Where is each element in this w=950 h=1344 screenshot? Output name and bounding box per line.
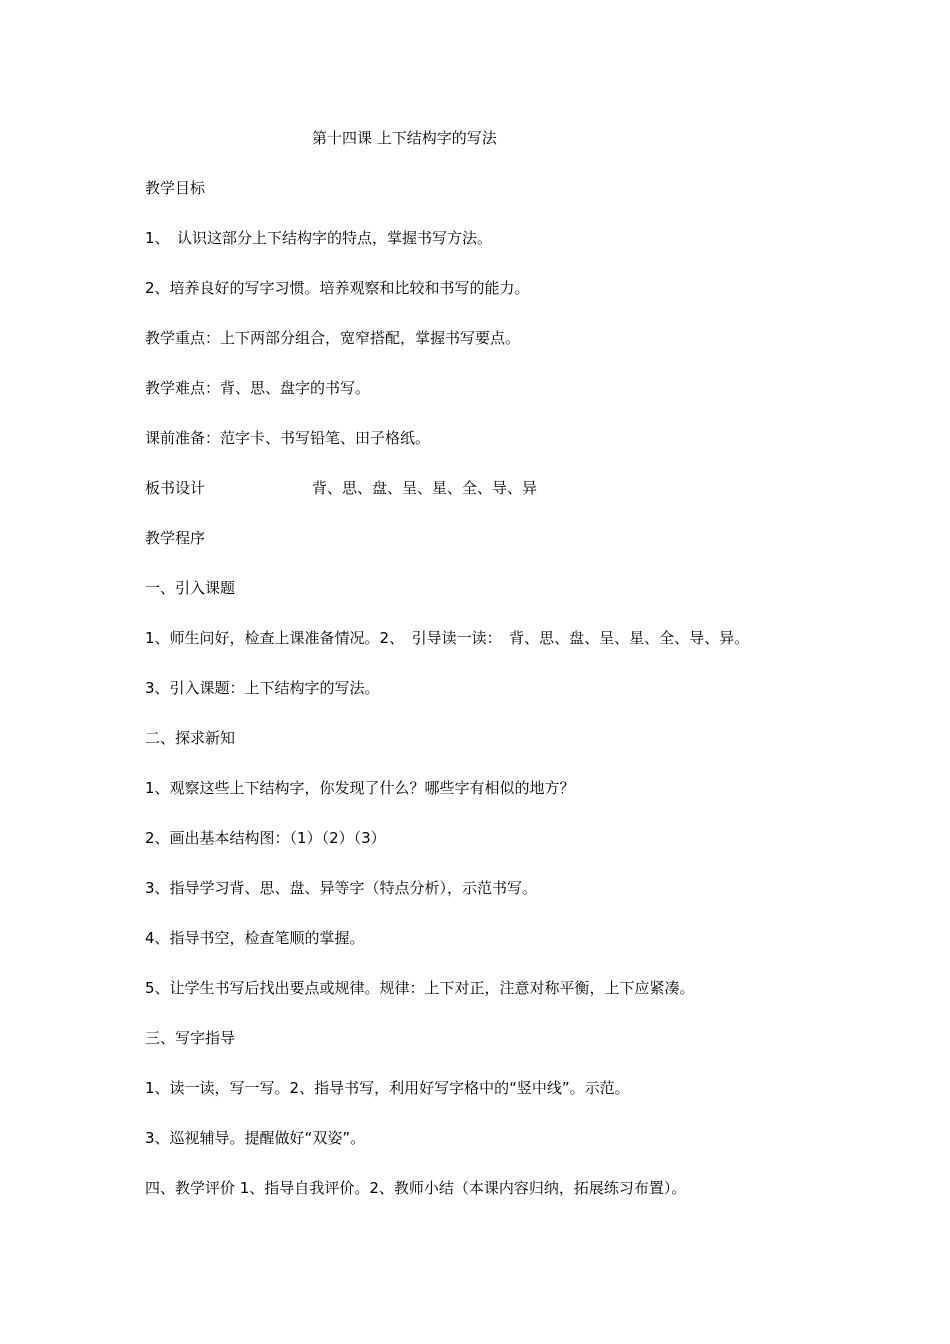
teaching-difficulty: 教学难点：背、思、盘字的书写。 — [145, 379, 371, 397]
section-4-evaluation: 四、教学评价 1、指导自我评价。2、教师小结（本课内容归纳，拓展练习布置）。 — [145, 1179, 687, 1197]
section-1-item-1: 1、师生问好，检查上课准备情况。2、 引导读一读： 背、思、盘、呈、星、全、导、异。 — [145, 629, 750, 647]
section-2-heading: 二、探求新知 — [145, 729, 236, 747]
teaching-focus: 教学重点：上下两部分组合，宽窄搭配，掌握书写要点。 — [145, 329, 521, 347]
goal-item-2: 2、培养良好的写字习惯。培养观察和比较和书写的能力。 — [145, 279, 530, 297]
board-design-characters: 背、思、盘、呈、星、全、导、异 — [312, 479, 538, 497]
section-2-item-4: 4、指导书空，检查笔顺的掌握。 — [145, 929, 365, 947]
board-design-label: 板书设计 — [145, 479, 206, 497]
section-2-item-5: 5、让学生书写后找出要点或规律。规律：上下对正，注意对称平衡，上下应紧凑。 — [145, 979, 695, 997]
heading-teaching-procedure: 教学程序 — [145, 529, 206, 547]
class-preparation: 课前准备：范字卡、书写铅笔、田子格纸。 — [145, 429, 431, 447]
section-2-item-2: 2、画出基本结构图：（1）（2）（3） — [145, 829, 386, 847]
section-3-item-1: 1、读一读，写一写。2、指导书写，利用好写字格中的“竖中线”。示范。 — [145, 1079, 630, 1097]
section-3-heading: 三、写字指导 — [145, 1029, 236, 1047]
section-1-heading: 一、引入课题 — [145, 579, 236, 597]
section-3-item-3: 3、巡视辅导。提醒做好“双姿”。 — [145, 1129, 366, 1147]
page-title: 第十四课 上下结构字的写法 — [312, 129, 497, 147]
heading-teaching-goals: 教学目标 — [145, 179, 206, 197]
section-2-item-1: 1、观察这些上下结构字，你发现了什么？哪些字有相似的地方？ — [145, 779, 575, 797]
goal-item-1: 1、 认识这部分上下结构字的特点，掌握书写方法。 — [145, 229, 493, 247]
section-1-item-3: 3、引入课题：上下结构字的写法。 — [145, 679, 380, 697]
section-2-item-3: 3、指导学习背、思、盘、异等字（特点分析），示范书写。 — [145, 879, 538, 897]
